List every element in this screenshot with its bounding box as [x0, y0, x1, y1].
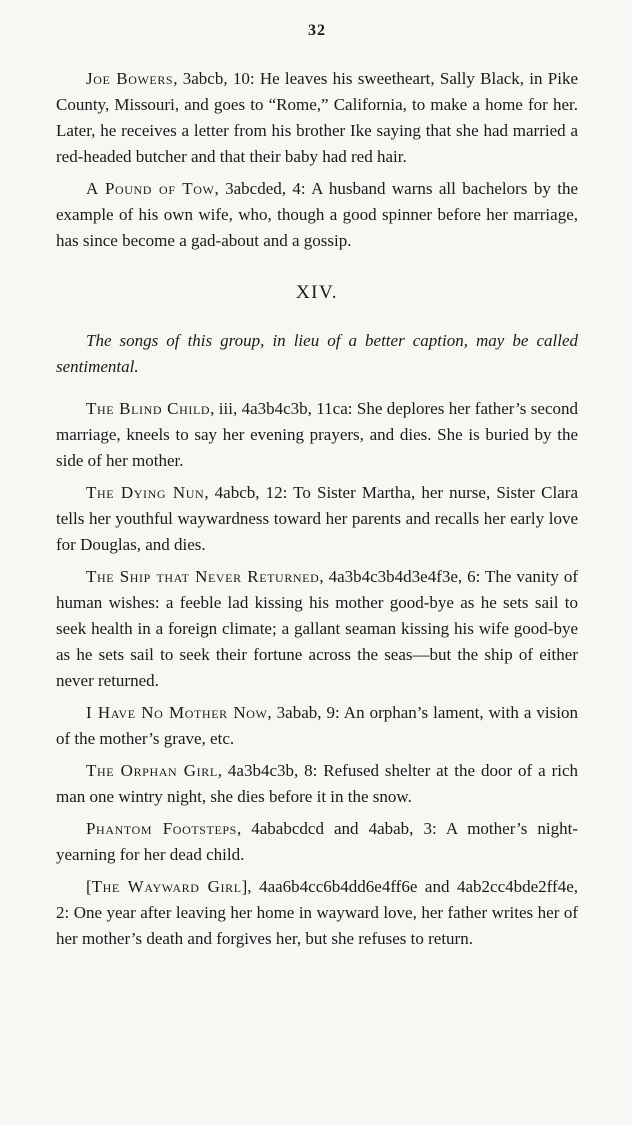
catalog-entry: [56, 700, 578, 752]
entry-text: , 4a3b4c3b4d3e4f3e, 6: The vanity of human wishes: a feeble lad kissing his mother good-bye as he sets sail to seek health in a foreign climate; a gallant seaman kissing his wife good-bye as he sets sail to seek their fortune across the seas—but the ship of either never returned.: [56, 567, 578, 690]
song-title: Joe Bowers: [86, 69, 174, 88]
catalog-entry: [56, 816, 578, 868]
entry-text: [: [86, 877, 92, 896]
entry-text: , 4ababcdcd and 4abab, 3: A mother’s night-yearning for her dead child.: [56, 819, 578, 864]
entry-text: , 4abcb, 12: To Sister Martha, her nurse, Sister Clara tells her youthful waywardness toward her parents and recalls her early love for Douglas, and dies.: [56, 483, 578, 554]
catalog-entry: [56, 564, 578, 694]
catalog-entry: [56, 176, 578, 254]
song-title: I Have No Mother Now: [86, 703, 268, 722]
entry-text: , 3abcb, 10: He leaves his sweetheart, Sally Black, in Pike County, Missouri, and goes to “Rome,” California, to make a home for her. Later, he receives a letter from his brother Ike saying that she had married a red-headed butcher and that their baby had red hair.: [56, 69, 578, 166]
song-title: The Dying Nun: [86, 483, 205, 502]
song-title: The Blind Child: [86, 399, 211, 418]
entry-text: ], 4aa6b4cc6b4dd6e4ff6e and 4ab2cc4bde2ff4e, 2: One year after leaving her home in wayward love, her father writes her of her mother’s death and forgives her, but she refuses to return.: [56, 877, 578, 948]
entry-text: , iii, 4a3b4c3b, 11ca: She deplores her father’s second marriage, kneels to say her evening prayers, and dies. She is buried by the side of her mother.: [56, 399, 578, 470]
section-heading: XIV.: [295, 282, 339, 303]
entry-text: , 3abcded, 4: A husband warns all bachelors by the example of his own wife, who, though a good spinner before her marriage, has since become a gad-about and a gossip.: [56, 179, 578, 250]
page-content: [56, 66, 578, 952]
song-title: A Pound of Tow: [86, 179, 215, 198]
catalog-entry: [56, 396, 578, 474]
page-number: 32: [308, 22, 326, 39]
section-intro: The songs of this group, in lieu of a better caption, may be called sentimental.: [56, 331, 578, 376]
catalog-entry: [56, 758, 578, 810]
catalog-entry: [56, 874, 578, 952]
song-title: The Wayward Girl: [91, 877, 242, 896]
catalog-entry: [56, 66, 578, 170]
catalog-entry: [56, 480, 578, 558]
entry-text: , 4a3b4c3b, 8: Refused shelter at the door of a rich man one wintry night, she dies before it in the snow.: [56, 761, 578, 806]
song-title: Phantom Footsteps: [86, 819, 237, 838]
entry-text: , 3abab, 9: An orphan’s lament, with a vision of the mother’s grave, etc.: [56, 703, 578, 748]
song-title: The Orphan Girl: [86, 761, 218, 780]
song-title: The Ship that Never Returned: [86, 567, 320, 586]
